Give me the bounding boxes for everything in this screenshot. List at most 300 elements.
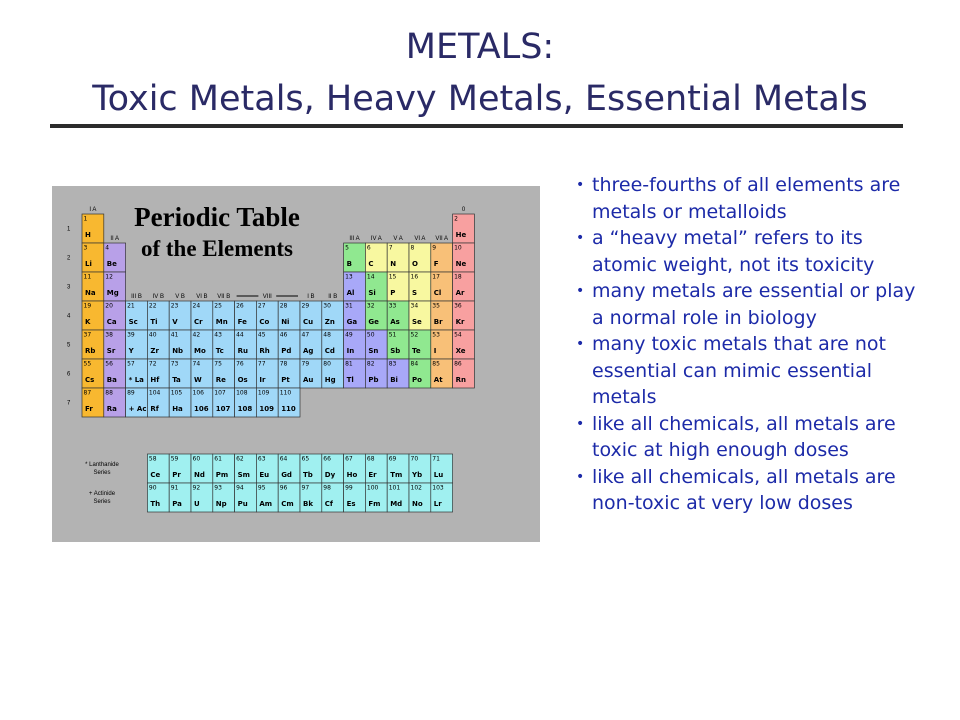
bullet-item: • three-fourths of all elements are metals or metalloids — [576, 172, 916, 225]
actinide-cell — [278, 483, 300, 512]
svg-text:38: 38 — [105, 331, 113, 339]
element-cell — [344, 272, 366, 301]
svg-text:Rb: Rb — [85, 347, 96, 355]
svg-text:Y: Y — [128, 347, 134, 355]
svg-text:F: F — [433, 260, 439, 268]
svg-text:103: 103 — [432, 484, 444, 492]
svg-text:94: 94 — [236, 484, 244, 492]
svg-text:Br: Br — [433, 318, 443, 326]
element-cell — [344, 330, 366, 359]
svg-text:109: 109 — [259, 405, 275, 413]
svg-text:Nb: Nb — [172, 347, 184, 355]
svg-text:Bi: Bi — [390, 376, 398, 384]
svg-text:Dy: Dy — [324, 471, 336, 479]
element-cell — [104, 243, 126, 272]
element-cell — [453, 272, 475, 301]
svg-text:95: 95 — [257, 484, 266, 492]
lanthanide-cell — [322, 454, 344, 483]
element-cell — [387, 359, 409, 388]
svg-text:99: 99 — [345, 484, 353, 492]
element-cell — [409, 359, 431, 388]
svg-text:3: 3 — [83, 244, 88, 252]
svg-text:70: 70 — [410, 455, 419, 463]
svg-text:45: 45 — [257, 331, 266, 339]
svg-text:79: 79 — [301, 360, 310, 368]
element-cell — [453, 301, 475, 330]
svg-text:Ha: Ha — [172, 405, 183, 413]
svg-text:65: 65 — [301, 455, 310, 463]
svg-text:47: 47 — [301, 331, 310, 339]
element-cell — [82, 214, 104, 243]
svg-text:Li: Li — [85, 260, 92, 268]
svg-text:Am: Am — [259, 500, 273, 508]
svg-text:Sm: Sm — [237, 471, 250, 479]
svg-text:60: 60 — [192, 455, 201, 463]
svg-text:64: 64 — [279, 455, 288, 463]
svg-text:89: 89 — [127, 389, 135, 397]
svg-text:Ti: Ti — [150, 318, 158, 326]
element-cell — [322, 330, 344, 359]
element-cell — [235, 388, 257, 417]
svg-text:87: 87 — [83, 389, 92, 397]
actinide-label: + Actinide Series — [88, 491, 116, 505]
element-cell — [453, 330, 475, 359]
svg-text:Mo: Mo — [194, 347, 206, 355]
svg-text:O: O — [412, 260, 418, 268]
svg-text:24: 24 — [192, 302, 201, 310]
svg-text:Zr: Zr — [150, 347, 159, 355]
svg-text:97: 97 — [301, 484, 310, 492]
svg-text:54: 54 — [454, 331, 462, 339]
svg-text:31: 31 — [345, 302, 353, 310]
slide-title: METALS: — [405, 27, 555, 67]
element-cell — [169, 301, 191, 330]
svg-text:20: 20 — [105, 302, 113, 310]
element-cell — [191, 388, 213, 417]
element-cell — [213, 359, 235, 388]
slide-subtitle: Toxic Metals, Heavy Metals, Essential Metals — [92, 79, 868, 119]
element-cell — [387, 330, 409, 359]
group-label: V B — [175, 294, 185, 300]
svg-text:Bk: Bk — [303, 500, 313, 508]
element-cell — [235, 330, 257, 359]
actinide-cell — [322, 483, 344, 512]
svg-text:46: 46 — [279, 331, 288, 339]
element-cell — [104, 301, 126, 330]
group-label: VII B — [217, 294, 231, 300]
svg-text:18: 18 — [454, 273, 462, 281]
svg-text:Kr: Kr — [455, 318, 465, 326]
svg-text:100: 100 — [366, 484, 379, 492]
svg-text:17: 17 — [432, 273, 440, 281]
svg-text:Rh: Rh — [259, 347, 270, 355]
svg-text:Be: Be — [106, 260, 117, 268]
element-cell — [126, 388, 148, 417]
svg-text:Th: Th — [150, 500, 161, 508]
element-cell — [104, 388, 126, 417]
svg-text:78: 78 — [279, 360, 288, 368]
svg-text:67: 67 — [345, 455, 353, 463]
lanthanide-cell — [409, 454, 431, 483]
svg-text:No: No — [412, 500, 423, 508]
svg-text:Rf: Rf — [150, 405, 159, 413]
svg-text:29: 29 — [301, 302, 310, 310]
group-label: V A — [393, 236, 403, 242]
element-cell — [213, 301, 235, 330]
period-label: 2 — [67, 255, 71, 262]
actinide-cell — [191, 483, 213, 512]
svg-text:49: 49 — [345, 331, 353, 339]
svg-text:61: 61 — [214, 455, 222, 463]
svg-text:27: 27 — [257, 302, 266, 310]
svg-text:Ca: Ca — [106, 318, 117, 326]
lanthanide-cell — [235, 454, 257, 483]
element-cell — [387, 301, 409, 330]
svg-text:32: 32 — [366, 302, 375, 310]
group-label: IV A — [370, 236, 382, 242]
svg-text:11: 11 — [83, 273, 92, 281]
element-cell — [104, 359, 126, 388]
element-cell — [147, 359, 169, 388]
element-cell — [431, 330, 453, 359]
bullet-list — [576, 172, 916, 517]
periodic-table-image — [52, 186, 540, 542]
svg-text:U: U — [194, 500, 200, 508]
group-label: III A — [349, 236, 360, 242]
svg-text:Cd: Cd — [324, 347, 335, 355]
svg-text:13: 13 — [345, 273, 353, 281]
svg-text:Ru: Ru — [237, 347, 248, 355]
svg-text:105: 105 — [170, 389, 183, 397]
svg-text:Rn: Rn — [455, 376, 466, 384]
element-cell — [256, 388, 278, 417]
element-cell — [104, 272, 126, 301]
svg-text:110: 110 — [279, 389, 292, 397]
svg-text:Ne: Ne — [455, 260, 467, 268]
element-cell — [82, 301, 104, 330]
svg-text:At: At — [433, 376, 443, 384]
svg-text:108: 108 — [237, 405, 253, 413]
lanthanide-cell — [213, 454, 235, 483]
svg-text:Ar: Ar — [455, 289, 465, 297]
group-label: VI A — [414, 236, 426, 242]
element-cell — [126, 330, 148, 359]
svg-text:Lu: Lu — [433, 471, 444, 479]
svg-text:107: 107 — [214, 389, 226, 397]
svg-text:Cl: Cl — [433, 289, 442, 297]
periodic-table-heading: Periodic Table — [134, 202, 300, 232]
svg-text:77: 77 — [257, 360, 266, 368]
element-cell — [322, 301, 344, 330]
svg-text:16: 16 — [410, 273, 419, 281]
element-cell — [431, 359, 453, 388]
element-cell — [213, 330, 235, 359]
svg-text:35: 35 — [432, 302, 440, 310]
element-cell — [126, 359, 148, 388]
svg-text:21: 21 — [127, 302, 135, 310]
svg-text:Lr: Lr — [433, 500, 442, 508]
svg-text:Sr: Sr — [106, 347, 116, 355]
svg-text:19: 19 — [83, 302, 92, 310]
lanthanide-cell — [387, 454, 409, 483]
element-cell — [147, 301, 169, 330]
svg-text:92: 92 — [192, 484, 201, 492]
svg-text:Pm: Pm — [215, 471, 229, 479]
group-label: I B — [307, 294, 315, 300]
actinide-cell — [235, 483, 257, 512]
element-cell — [82, 272, 104, 301]
svg-text:Si: Si — [368, 289, 376, 297]
actinide-cell — [147, 483, 169, 512]
svg-text:40: 40 — [148, 331, 157, 339]
element-cell — [213, 388, 235, 417]
element-cell — [82, 388, 104, 417]
svg-text:Ho: Ho — [346, 471, 358, 479]
periodic-table-subheading: of the Elements — [140, 236, 294, 261]
svg-text:63: 63 — [257, 455, 266, 463]
svg-text:Ta: Ta — [172, 376, 181, 384]
element-cell — [191, 301, 213, 330]
svg-text:15: 15 — [388, 273, 397, 281]
element-cell — [453, 214, 475, 243]
svg-text:Sn: Sn — [368, 347, 379, 355]
svg-text:Tl: Tl — [346, 376, 354, 384]
svg-text:Pb: Pb — [368, 376, 379, 384]
svg-text:36: 36 — [454, 302, 462, 310]
svg-text:82: 82 — [366, 360, 375, 368]
element-cell — [300, 301, 322, 330]
svg-text:Yb: Yb — [412, 471, 423, 479]
svg-text:Zn: Zn — [324, 318, 335, 326]
svg-text:Pa: Pa — [172, 500, 182, 508]
element-cell — [191, 330, 213, 359]
svg-text:In: In — [346, 347, 355, 355]
lanthanide-cell — [344, 454, 366, 483]
svg-text:76: 76 — [236, 360, 244, 368]
element-cell — [82, 359, 104, 388]
svg-text:52: 52 — [410, 331, 419, 339]
element-cell — [344, 301, 366, 330]
element-cell — [344, 359, 366, 388]
element-cell — [169, 359, 191, 388]
periodic-table-graphic — [52, 186, 540, 542]
svg-text:93: 93 — [214, 484, 222, 492]
actinide-cell — [409, 483, 431, 512]
svg-text:51: 51 — [388, 331, 397, 339]
group-label: 0 — [461, 207, 466, 213]
element-cell — [82, 243, 104, 272]
group-label: VII A — [435, 236, 449, 242]
svg-text:69: 69 — [388, 455, 397, 463]
element-cell — [365, 272, 387, 301]
svg-text:Tm: Tm — [390, 471, 403, 479]
svg-text:H: H — [85, 231, 91, 239]
group-label: II B — [328, 294, 338, 300]
svg-text:90: 90 — [148, 484, 157, 492]
svg-text:59: 59 — [170, 455, 179, 463]
svg-text:72: 72 — [148, 360, 157, 368]
group-label: VI B — [196, 294, 208, 300]
svg-text:25: 25 — [214, 302, 222, 310]
svg-text:Tc: Tc — [215, 347, 224, 355]
svg-text:Ge: Ge — [368, 318, 379, 326]
element-cell — [235, 359, 257, 388]
svg-text:Re: Re — [215, 376, 226, 384]
svg-text:108: 108 — [236, 389, 248, 397]
element-cell — [169, 388, 191, 417]
lanthanide-cell — [365, 454, 387, 483]
bullet-item: • like all chemicals, all metals are non-toxic at very low doses — [576, 464, 916, 517]
lanthanide-cell — [278, 454, 300, 483]
svg-text:Pd: Pd — [281, 347, 292, 355]
actinide-cell — [431, 483, 453, 512]
svg-text:Na: Na — [85, 289, 96, 297]
svg-text:10: 10 — [454, 244, 462, 252]
element-cell — [300, 359, 322, 388]
svg-text:Pt: Pt — [281, 376, 290, 384]
svg-text:48: 48 — [323, 331, 331, 339]
svg-text:55: 55 — [83, 360, 92, 368]
element-cell — [104, 330, 126, 359]
element-cell — [431, 272, 453, 301]
svg-text:Xe: Xe — [455, 347, 466, 355]
svg-text:42: 42 — [192, 331, 201, 339]
svg-text:K: K — [85, 318, 91, 326]
element-cell — [256, 359, 278, 388]
svg-text:Fe: Fe — [237, 318, 247, 326]
svg-text:Cs: Cs — [85, 376, 95, 384]
svg-text:39: 39 — [127, 331, 135, 339]
svg-text:Eu: Eu — [259, 471, 270, 479]
svg-text:62: 62 — [236, 455, 244, 463]
svg-text:91: 91 — [170, 484, 179, 492]
element-cell — [278, 301, 300, 330]
svg-text:1: 1 — [83, 215, 88, 223]
svg-text:Hg: Hg — [324, 376, 336, 384]
svg-text:Er: Er — [368, 471, 377, 479]
element-cell — [147, 388, 169, 417]
svg-text:Cf: Cf — [324, 500, 333, 508]
period-label: 7 — [67, 400, 71, 407]
svg-text:58: 58 — [148, 455, 157, 463]
element-cell — [147, 330, 169, 359]
svg-text:30: 30 — [323, 302, 331, 310]
svg-text:106: 106 — [194, 405, 209, 413]
svg-text:8: 8 — [410, 244, 415, 252]
svg-text:104: 104 — [148, 389, 161, 397]
svg-text:Pr: Pr — [172, 471, 181, 479]
lanthanide-cell — [191, 454, 213, 483]
bullet-item: • many metals are essential or play a normal role in biology — [576, 278, 916, 331]
svg-text:* La: * La — [128, 376, 144, 384]
svg-text:Co: Co — [259, 318, 270, 326]
svg-text:41: 41 — [170, 331, 179, 339]
svg-text:Nd: Nd — [194, 471, 205, 479]
svg-text:2: 2 — [454, 215, 458, 223]
group-label: VIII — [262, 294, 272, 300]
svg-text:9: 9 — [432, 244, 437, 252]
svg-text:80: 80 — [323, 360, 331, 368]
svg-text:71: 71 — [432, 455, 440, 463]
svg-text:43: 43 — [214, 331, 222, 339]
svg-text:Po: Po — [412, 376, 422, 384]
group-label: IV B — [152, 294, 164, 300]
svg-text:26: 26 — [236, 302, 244, 310]
svg-text:66: 66 — [323, 455, 331, 463]
element-cell — [453, 243, 475, 272]
element-cell — [409, 330, 431, 359]
svg-text:53: 53 — [432, 331, 440, 339]
svg-text:73: 73 — [170, 360, 179, 368]
element-cell — [409, 301, 431, 330]
svg-text:V: V — [172, 318, 178, 326]
svg-text:Pu: Pu — [237, 500, 248, 508]
svg-text:84: 84 — [410, 360, 419, 368]
svg-text:Ga: Ga — [346, 318, 358, 326]
svg-text:22: 22 — [148, 302, 157, 310]
svg-text:4: 4 — [105, 244, 110, 252]
svg-text:Ce: Ce — [150, 471, 161, 479]
svg-text:Gd: Gd — [281, 471, 292, 479]
svg-text:33: 33 — [388, 302, 397, 310]
period-label: 1 — [67, 226, 71, 233]
element-cell — [409, 243, 431, 272]
element-cell — [431, 301, 453, 330]
element-cell — [365, 359, 387, 388]
svg-text:23: 23 — [170, 302, 179, 310]
element-cell — [278, 388, 300, 417]
svg-text:I: I — [433, 347, 437, 355]
actinide-cell — [213, 483, 235, 512]
element-cell — [453, 359, 475, 388]
svg-text:50: 50 — [366, 331, 375, 339]
bullet-item: • many toxic metals that are not essential can mimic essential metals — [576, 331, 916, 411]
svg-text:7: 7 — [388, 244, 393, 252]
svg-text:As: As — [390, 318, 400, 326]
svg-text:44: 44 — [236, 331, 244, 339]
element-cell — [300, 330, 322, 359]
element-cell — [344, 243, 366, 272]
svg-text:Ag: Ag — [303, 347, 314, 355]
svg-text:Mg: Mg — [106, 289, 119, 297]
svg-text:68: 68 — [366, 455, 375, 463]
svg-text:34: 34 — [410, 302, 419, 310]
actinide-cell — [365, 483, 387, 512]
bullet-item: • a “heavy metal” refers to its atomic weight, not its toxicity — [576, 225, 916, 278]
svg-text:Ir: Ir — [259, 376, 266, 384]
svg-text:88: 88 — [105, 389, 113, 397]
svg-text:Hf: Hf — [150, 376, 160, 384]
element-cell — [169, 330, 191, 359]
svg-text:Os: Os — [237, 376, 248, 384]
lanthanide-cell — [169, 454, 191, 483]
svg-text:Fr: Fr — [85, 405, 93, 413]
bullet-item: • like all chemicals, all metals are toxic at high enough doses — [576, 411, 916, 464]
svg-text:Se: Se — [412, 318, 422, 326]
svg-text:57: 57 — [127, 360, 135, 368]
element-cell — [278, 330, 300, 359]
svg-text:Te: Te — [412, 347, 421, 355]
svg-text:Np: Np — [215, 500, 227, 508]
svg-text:Tb: Tb — [303, 471, 313, 479]
svg-text:Es: Es — [346, 500, 356, 508]
element-cell — [235, 301, 257, 330]
element-cell — [365, 243, 387, 272]
svg-text:56: 56 — [105, 360, 113, 368]
lanthanide-cell — [431, 454, 453, 483]
svg-text:5: 5 — [345, 244, 349, 252]
element-cell — [387, 243, 409, 272]
